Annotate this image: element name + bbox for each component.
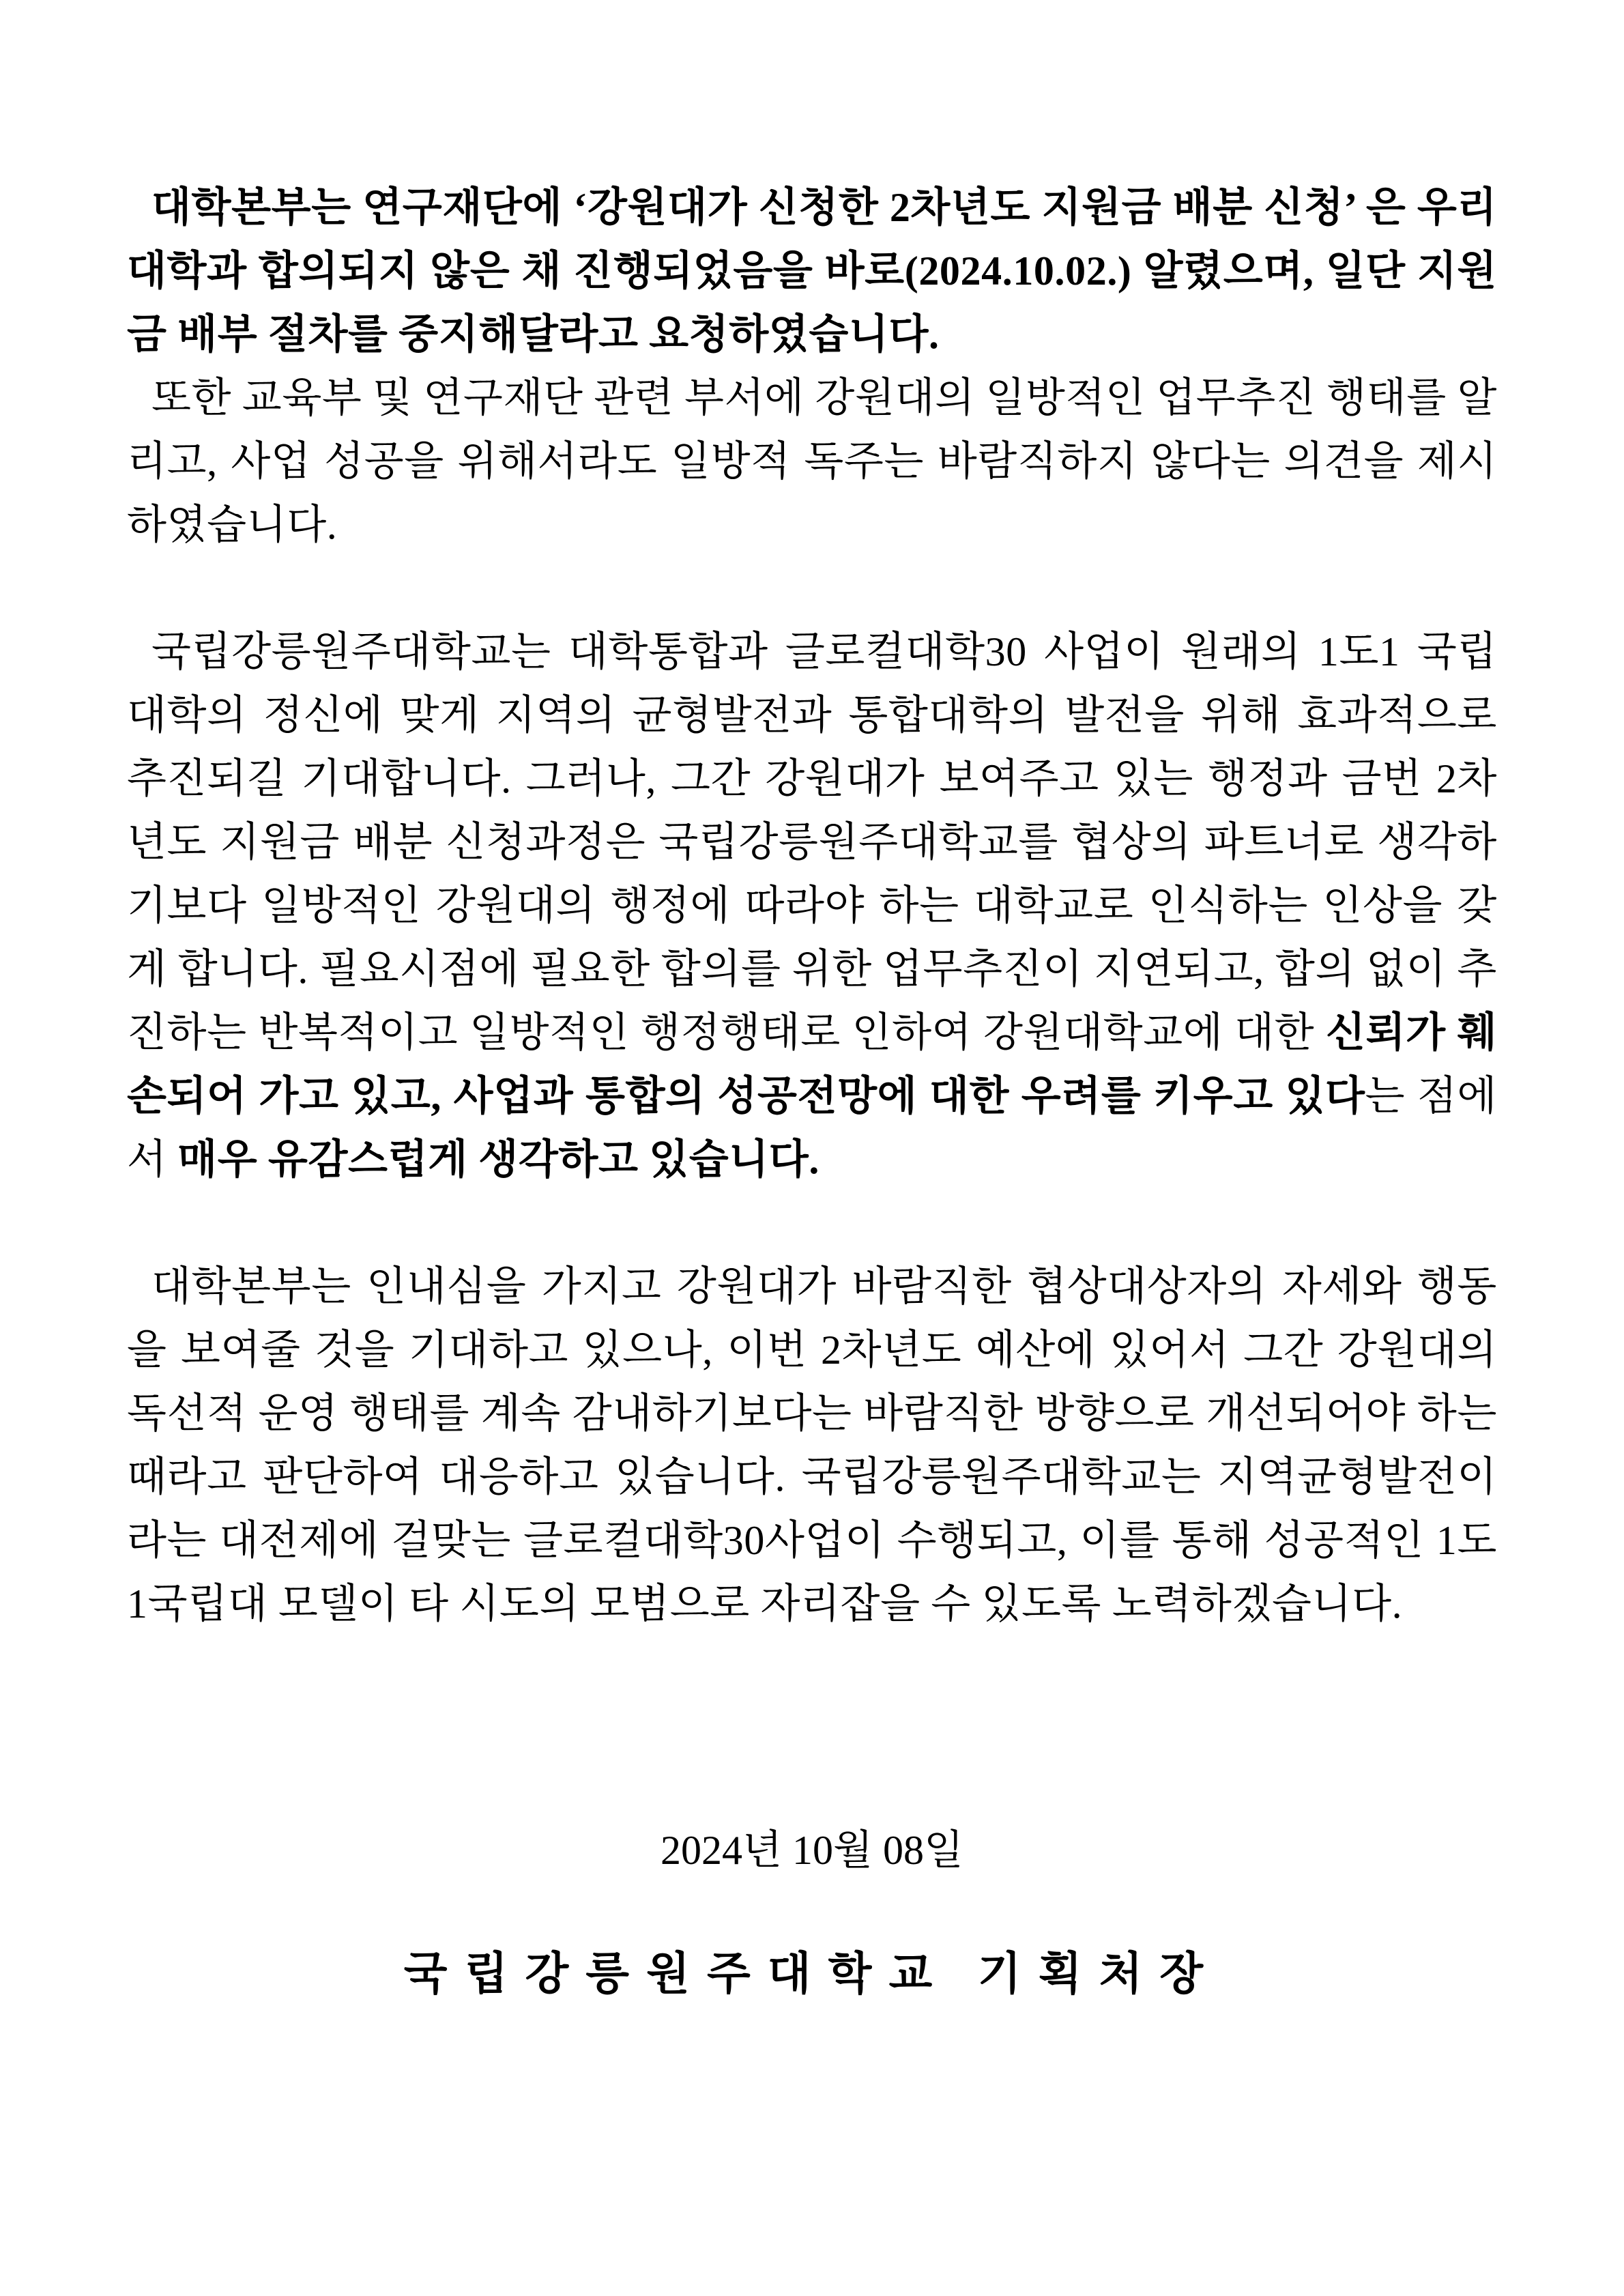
paragraph-2 xyxy=(127,367,1497,557)
text-run: 는 점에서 xyxy=(127,1074,1497,1182)
paragraph-4 xyxy=(127,1255,1497,1636)
text-run: 국립강릉원주대학교는 대학통합과 글로컬대학30 사업이 원래의 1도1 국립대학의 정신에 맞게 지역의 균형발전과 통합대학의 발전을 위해 효과적으로 추진되길 기대합니다. 그러나, 그간 강원대가 보여주고 있는 행정과 금번 2차년도 지원금 배분 신청과정은 국립강릉원주대학교를 협상의 파트너로 생각하기보다 일방적인 강원대의 행정에 따라야 하는 대학교로 인식하는 인상을 갖게 합니다. 필요시점에 필요한 합의를 위한 업무추진이 지연되고, 합의 없이 추진하는 반복적이고 일방적인 행정행태로 인하여 강원대학교에 대한 xyxy=(127,629,1497,1055)
text-run-emphasis: 매우 유감스럽게 생각하고 있습니다. xyxy=(177,1137,820,1182)
text-run: 또한 교육부 및 연구재단 관련 부서에 강원대의 일방적인 업무추진 행태를 알리고, 사업 성공을 위해서라도 일방적 독주는 바람직하지 않다는 의견을 제시하였습니다. xyxy=(127,375,1497,547)
paragraph-3 xyxy=(127,620,1497,1192)
document-body xyxy=(127,176,1497,2008)
text-run-emphasis: 신뢰가 훼손되어 가고 있고, 사업과 통합의 성공전망에 대한 우려를 키우고 있다 xyxy=(127,1010,1497,1119)
text-run: 대학본부는 인내심을 가지고 강원대가 바람직한 협상대상자의 자세와 행동을 보여줄 것을 기대하고 있으나, 이번 2차년도 예산에 있어서 그간 강원대의 독선적 운영 행태를 계속 감내하기보다는 바람직한 방향으로 개선되어야 하는 때라고 판단하여 대응하고 있습니다. 국립강릉원주대학교는 지역균형발전이라는 대전제에 걸맞는 글로컬대학30사업이 수행되고, 이를 통해 성공적인 1도1국립대 모델이 타 시도의 모범으로 자리잡을 수 있도록 노력하겠습니다. xyxy=(127,1264,1497,1626)
date-line: 2024년 10월 08일 xyxy=(661,1828,963,1873)
paragraph-1 xyxy=(127,176,1497,367)
text-run: 대학본부는 연구재단에 ‘강원대가 신청한 2차년도 지원금 배분 신청’ 은 우리 대학과 합의되지 않은 채 진행되었음을 바로(2024.10.02.) 알렸으며, 일단 지원금 배부 절차를 중지해달라고 요청하였습니다. xyxy=(127,185,1497,357)
signature-line: 국립강릉원주대학교 기획처장 xyxy=(403,1949,1221,1999)
